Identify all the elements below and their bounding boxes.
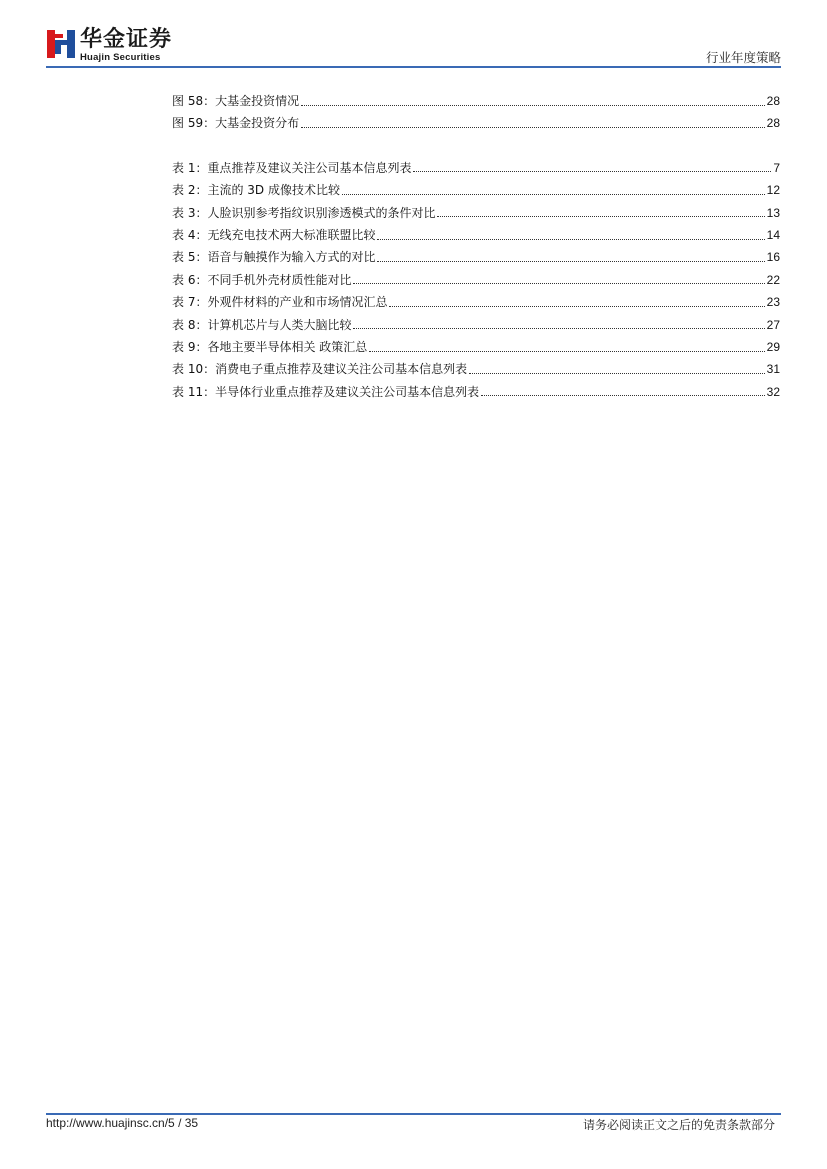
toc-entry-table[interactable] bbox=[172, 246, 780, 268]
toc-entry-table[interactable] bbox=[172, 157, 780, 179]
dot-leader bbox=[481, 385, 765, 396]
dot-leader bbox=[469, 363, 765, 374]
table-of-contents bbox=[172, 90, 780, 403]
toc-entry-label: 表 6：不同手机外壳材质性能对比 bbox=[172, 272, 352, 287]
toc-entry-page: 12 bbox=[766, 183, 780, 198]
toc-entry-page: 13 bbox=[766, 205, 780, 220]
toc-entry-label: 表 11：半导体行业重点推荐及建议关注公司基本信息列表 bbox=[172, 384, 480, 399]
huajin-logo-icon bbox=[46, 28, 76, 60]
toc-entry-page: 22 bbox=[766, 272, 780, 287]
toc-entry-table[interactable] bbox=[172, 202, 780, 224]
brand-name-en: Huajin Securities bbox=[80, 52, 161, 63]
toc-entry-figure[interactable] bbox=[172, 112, 780, 134]
toc-entry-table[interactable] bbox=[172, 224, 780, 246]
toc-entry-label: 表 2：主流的 3D 成像技术比较 bbox=[172, 183, 340, 198]
toc-entry-table[interactable] bbox=[172, 179, 780, 201]
dot-leader bbox=[342, 184, 765, 195]
toc-entry-label: 表 1：重点推荐及建议关注公司基本信息列表 bbox=[172, 160, 412, 175]
toc-entry-table[interactable] bbox=[172, 314, 780, 336]
dot-leader bbox=[353, 318, 764, 329]
report-type: 行业年度策略 bbox=[705, 50, 781, 65]
dot-leader bbox=[437, 206, 764, 217]
dot-leader bbox=[377, 229, 764, 240]
toc-entry-label: 表 7：外观件材料的产业和市场情况汇总 bbox=[172, 295, 388, 310]
toc-entry-label: 表 4：无线充电技术两大标准联盟比较 bbox=[172, 227, 376, 242]
toc-entry-table[interactable] bbox=[172, 269, 780, 291]
toc-entry-page: 32 bbox=[766, 384, 780, 399]
dot-leader bbox=[413, 161, 771, 172]
toc-entry-table[interactable] bbox=[172, 291, 780, 313]
footer-divider bbox=[46, 1113, 781, 1115]
figure-list bbox=[172, 90, 780, 135]
toc-entry-page: 23 bbox=[766, 295, 780, 310]
toc-entry-table[interactable] bbox=[172, 381, 780, 403]
toc-entry-page: 14 bbox=[766, 227, 780, 242]
toc-entry-page: 29 bbox=[766, 339, 780, 354]
dot-leader bbox=[389, 296, 764, 307]
dot-leader bbox=[369, 341, 764, 352]
toc-entry-page: 27 bbox=[766, 317, 780, 332]
toc-entry-page: 28 bbox=[766, 94, 780, 108]
toc-entry-figure[interactable] bbox=[172, 90, 780, 112]
toc-entry-label: 表 8：计算机芯片与人类大脑比较 bbox=[172, 317, 352, 332]
table-list bbox=[172, 157, 780, 403]
header-divider bbox=[46, 66, 781, 68]
toc-entry-label: 图 58：大基金投资情况 bbox=[172, 94, 300, 108]
toc-entry-label: 表 10：消费电子重点推荐及建议关注公司基本信息列表 bbox=[172, 362, 468, 377]
toc-entry-table[interactable] bbox=[172, 358, 780, 380]
footer-disclaimer: 请务必阅读正文之后的免责条款部分 bbox=[582, 1118, 775, 1132]
page-header bbox=[0, 0, 827, 70]
toc-entry-label: 表 5：语音与触摸作为输入方式的对比 bbox=[172, 250, 376, 265]
dot-leader bbox=[301, 117, 765, 128]
brand-name-cn: 华金证券 bbox=[80, 27, 173, 52]
dot-leader bbox=[353, 273, 764, 284]
toc-entry-page: 16 bbox=[766, 250, 780, 265]
toc-entry-label: 图 59：大基金投资分布 bbox=[172, 116, 300, 131]
brand-logo bbox=[46, 28, 172, 63]
toc-entry-table[interactable] bbox=[172, 336, 780, 358]
footer-url-page: http://www.huajinsc.cn/5 / 35 bbox=[46, 1116, 199, 1130]
toc-entry-page: 7 bbox=[773, 160, 780, 175]
brand-wordmark bbox=[80, 28, 172, 63]
dot-leader bbox=[377, 251, 764, 262]
toc-entry-label: 表 3：人脸识别参考指纹识别渗透模式的条件对比 bbox=[172, 205, 436, 220]
toc-entry-page: 31 bbox=[766, 362, 780, 377]
toc-entry-label: 表 9：各地主要半导体相关 政策汇总 bbox=[172, 339, 368, 354]
toc-entry-page: 28 bbox=[766, 116, 780, 131]
dot-leader bbox=[301, 95, 765, 106]
